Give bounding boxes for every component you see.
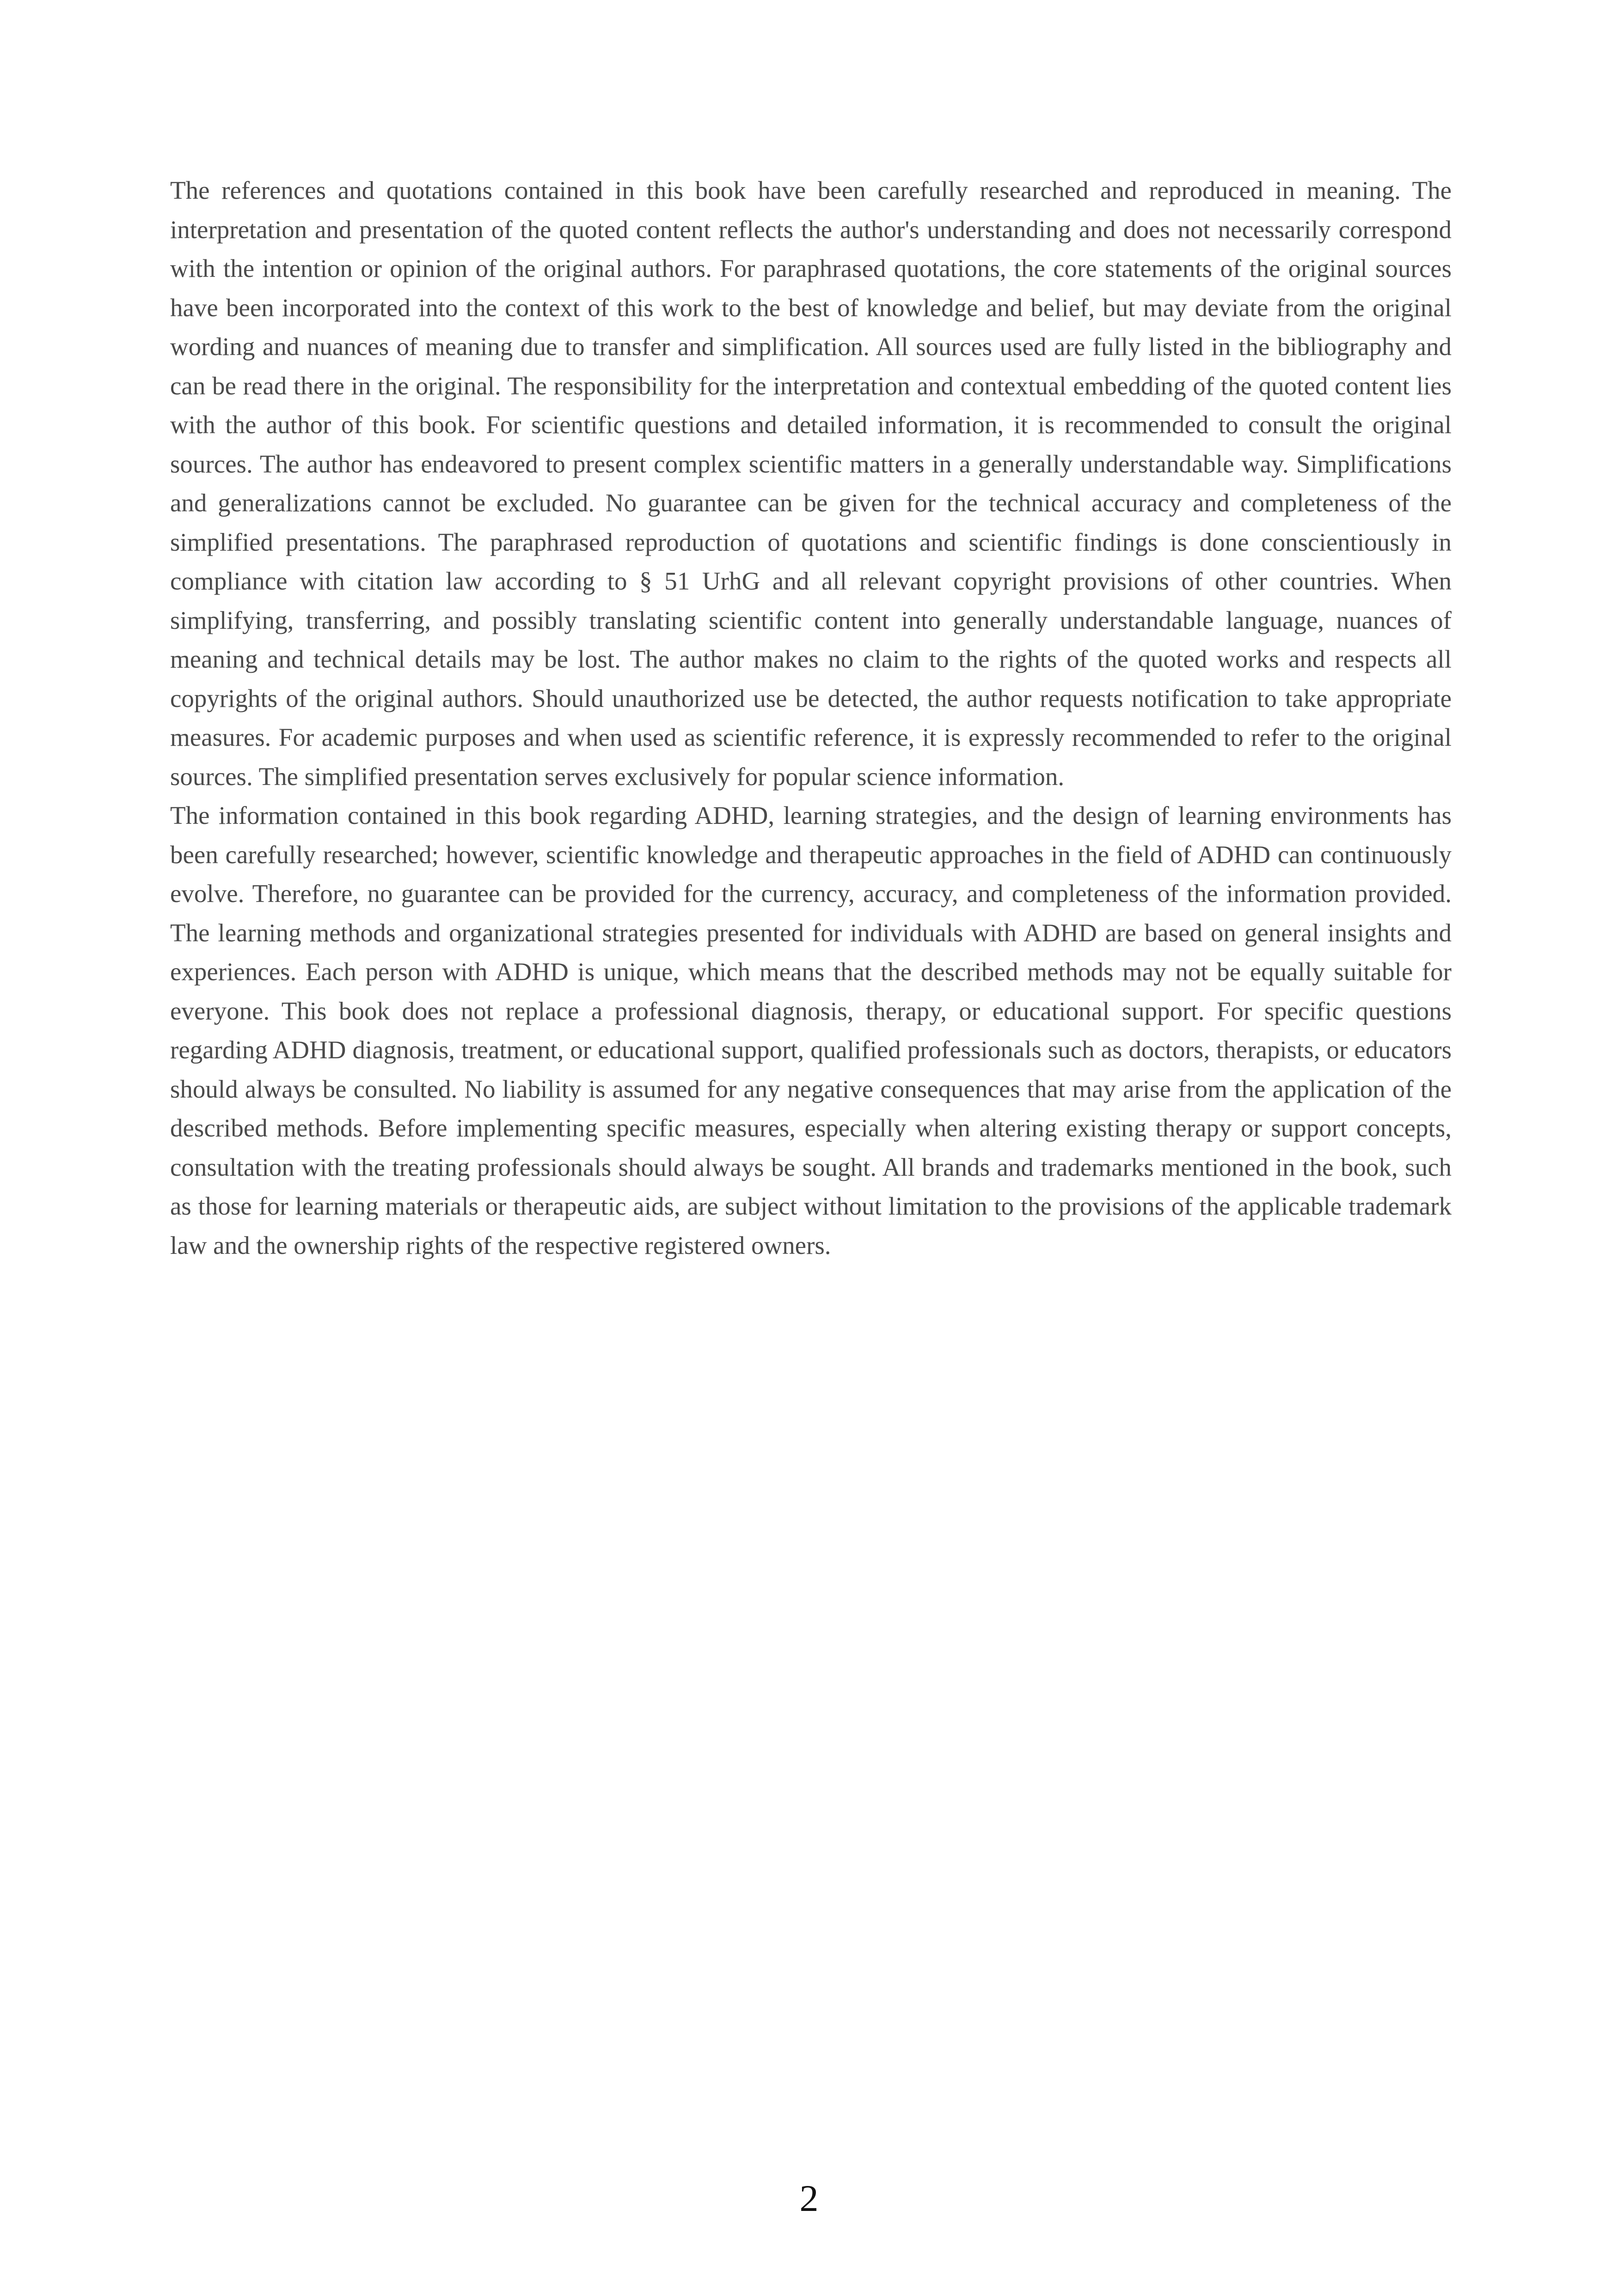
paragraph-adhd-disclaimer: The information contained in this book regarding ADHD, learning strategies, and the design of learning environments has been carefully researched; however, scientific knowledge and therapeutic approaches in the field of ADHD can continuously evolve. Therefore, no guarantee can be provided for the currency, accuracy, and completeness of the information provided. The learning methods and organizational strategies presented for individuals with ADHD are based on general insights and experiences. Each person with ADHD is unique, which means that the described methods may not be equally suitable for everyone. This book does not replace a professional diagnosis, therapy, or educational support. For specific questions regarding ADHD diagnosis, treatment, or educational support, qualified professionals such as doctors, therapists, or educators should always be consulted. No liability is assumed for any negative consequences that may arise from the application of the described methods. Before implementing specific measures, especially when altering existing therapy or support concepts, consultation with the treating professionals should always be sought. All brands and trademarks mentioned in the book, such as those for learning materials or therapeutic aids, are subject without limitation to the provisions of the applicable trademark law and the ownership rights of the respective registered owners. [170, 801, 1452, 1259]
disclaimer-text-block [170, 171, 1452, 1265]
paragraph-citations-disclaimer: The references and quotations contained in this book have been carefully researched and reproduced in meaning. The interpretation and presentation of the quoted content reflects the author's understanding and does not necessarily correspond with the intention or opinion of the original authors. For paraphrased quotations, the core statements of the original sources have been incorporated into the context of this work to the best of knowledge and belief, but may deviate from the original wording and nuances of meaning due to transfer and simplification. All sources used are fully listed in the bibliography and can be read there in the original. The responsibility for the interpretation and contextual embedding of the quoted content lies with the author of this book. For scientific questions and detailed information, it is recommended to consult the original sources. The author has endeavored to present complex scientific matters in a generally understandable way. Simplifications and generalizations cannot be excluded. No guarantee can be given for the technical accuracy and completeness of the simplified presentations. The paraphrased reproduction of quotations and scientific findings is done conscientiously in compliance with citation law according to § 51 UrhG and all relevant copyright provisions of other countries. When simplifying, transferring, and possibly translating scientific content into generally understandable language, nuances of meaning and technical details may be lost. The author makes no claim to the rights of the quoted works and respects all copyrights of the original authors. Should unauthorized use be detected, the author requests notification to take appropriate measures. For academic purposes and when used as scientific reference, it is expressly recommended to refer to the original sources. The simplified presentation serves exclusively for popular science information. [170, 176, 1452, 791]
page-number: 2 [799, 2177, 819, 2219]
